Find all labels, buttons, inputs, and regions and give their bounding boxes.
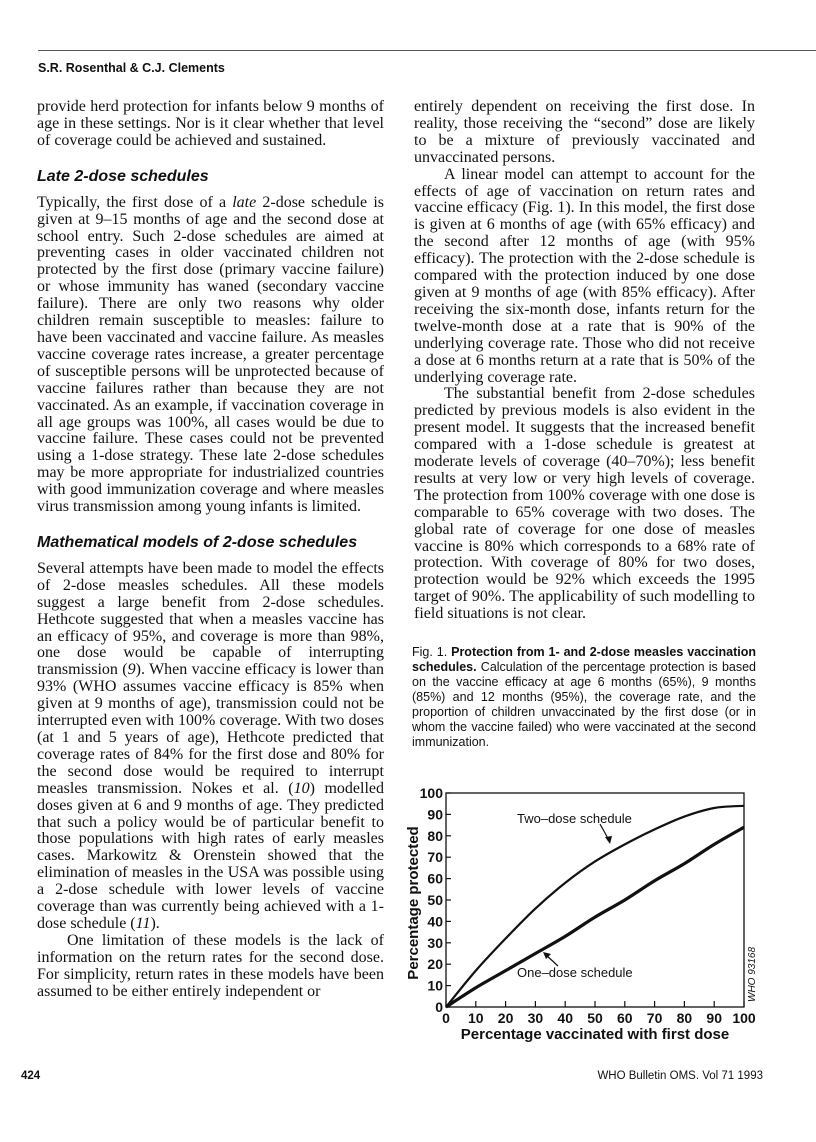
x-tick-label: 20 bbox=[497, 1010, 514, 1026]
y-tick-label: 70 bbox=[427, 849, 443, 866]
x-tick-label: 100 bbox=[732, 1010, 756, 1026]
text-run: 2-dose schedule is given at 9–15 months of age and the second dose at school entry. Such 2-dose schedules are aimed at preventing cases in older vaccinated children not protected by the first dose (primary vaccine failure) or whose immunity has waned (secondary vaccine failure). There are only two reasons why older children remain susceptible to measles: failure to have been vaccinated and vaccine failure. As measles vaccine coverage rates increase, a greater percentage of susceptible persons will be unprotected because of vaccine failures rather than because they are not vaccinated. As an example, if vaccination coverage in all age groups was 100%, all cases would be due to vaccine failure. These cases could not be prevented using a 1-dose strategy. These late 2-dose schedules may be more appropriate for industrialized countries with good immunization coverage and where measles virus transmission among young infants is limited. bbox=[37, 193, 384, 516]
y-tick-label: 20 bbox=[427, 956, 443, 973]
reference-10: 10 bbox=[293, 779, 310, 797]
figure-label: Fig. 1. bbox=[412, 645, 452, 659]
figure-title: Protection from 1- and 2-dose measles vaccination schedules. bbox=[412, 645, 756, 674]
paragraph-models bbox=[37, 561, 384, 933]
y-tick-label: 80 bbox=[427, 827, 443, 844]
heading-late-2-dose: Late 2-dose schedules bbox=[37, 167, 209, 185]
reference-11: 11 bbox=[135, 914, 151, 932]
journal-citation: WHO Bulletin OMS. Vol 71 1993 bbox=[597, 1070, 763, 1082]
paragraph-continuation: entirely dependent on receiving the first dose. In reality, those receiving the “second” dose are likely to be a mixture of previously vaccinated and unvaccinated persons. bbox=[414, 98, 755, 166]
emphasis-late: late bbox=[232, 193, 257, 211]
y-tick-label: 10 bbox=[427, 977, 443, 994]
y-tick-label: 90 bbox=[427, 806, 443, 823]
arrowhead-two-dose-icon bbox=[605, 836, 612, 844]
x-tick-label: 70 bbox=[646, 1010, 663, 1026]
y-tick-label: 100 bbox=[419, 785, 443, 801]
x-tick-label: 30 bbox=[527, 1010, 544, 1026]
figure-caption-text: Calculation of the percentage protection is based on the vaccine efficacy at age 6 months (65%), 9 months (85%) and 12 months (95%), the coverage rate, and the proportion of children unvaccinated by the first dose (or in whom the vaccine failed) who were vaccinated at the second immunization. bbox=[412, 660, 756, 749]
y-tick-label: 50 bbox=[427, 892, 443, 908]
x-tick-label: 0 bbox=[442, 1010, 450, 1026]
text-run: ) modelled doses given at 6 and 9 months of age. They predicted that such a policy would be of particular benefit to those populations with high rates of early measles cases. Markowitz & Orenstein showed that the elimination of measles in the USA was possible using a 2-dose schedule with lower levels of vaccine coverage than was currently being achieved with a 1-dose schedule ( bbox=[37, 779, 384, 932]
figure-1-chart bbox=[400, 780, 780, 1055]
figure-code: WHO 93168 bbox=[747, 946, 758, 1002]
paragraph-linear-model: A linear model can attempt to account for the effects of age of vaccination on return rates and vaccine efficacy (Fig. 1). In this model, the first dose is given at 6 months of age (with 65% efficacy) and the second after 12 months of age (with 95% efficacy). The protection with the 2-dose schedule is compared with the protection induced by one dose given at 9 months of age (with 85% efficacy). After receiving the six-month dose, infants return for the twelve-month dose at a rate that is 90% of the underlying coverage rate. Those who did not receive a dose at 6 months return at a rate that is 50% of the underlying coverage rate. bbox=[414, 165, 755, 386]
y-axis-label: Percentage protected bbox=[405, 826, 422, 980]
x-axis-label: Percentage vaccinated with first dose bbox=[460, 1026, 730, 1043]
series-line-one-dose bbox=[446, 827, 744, 1007]
header-rule bbox=[38, 50, 816, 51]
y-tick-label: 0 bbox=[435, 999, 443, 1015]
reference-9: 9 bbox=[127, 661, 136, 679]
paragraph-limitation: One limitation of these models is the lack of information on the return rates for the second dose. For simplicity, return rates in these models have been assumed to be either entirely independent or bbox=[37, 931, 384, 1000]
y-tick-label: 60 bbox=[427, 870, 443, 887]
x-tick-label: 10 bbox=[468, 1010, 484, 1026]
text-run: ). When vaccine efficacy is lower than 93% (WHO assumes vaccine efficacy is 85% when given at 9 months of age), transmission could not be interrupted even with 100% coverage. With two doses (at 1 and 5 years of age), Hethcote predicted that coverage rates of 84% for the first dose and 80% for the second dose would be required to interrupt measles transmission. Nokes et al. ( bbox=[37, 661, 384, 797]
text-run: Typically, the first dose of a bbox=[37, 193, 233, 211]
left-column bbox=[37, 99, 384, 1001]
paragraph-benefit: The substantial benefit from 2-dose schedules predicted by previous models is also evident in the present model. It suggests that the increased benefit compared with a 1-dose schedule is greatest at moderate levels of coverage (40–70%); less benefit results at very low or very high levels of coverage. The protection from 100% coverage with one dose is comparable to 65% coverage with two doses. The global rate of coverage for one dose of measles vaccine is 80% which corresponds to a 68% rate of protection. With coverage of 80% for two doses, protection would be 92% which exceeds the 1995 target of 90%. The applicability of such modelling to field situations is not clear. bbox=[414, 385, 755, 623]
x-tick-label: 80 bbox=[676, 1010, 693, 1026]
y-tick-label: 30 bbox=[427, 934, 443, 951]
line-chart bbox=[400, 780, 780, 1055]
right-column bbox=[414, 99, 755, 623]
page-number: 424 bbox=[21, 1070, 41, 1082]
text-run: ). bbox=[150, 914, 160, 932]
paragraph-intro: provide herd protection for infants below 9 months of age in these settings. Nor is it clear whether that level of coverage could be achieved and sustained. bbox=[37, 98, 384, 149]
heading-mathematical-models: Mathematical models of 2-dose schedules bbox=[37, 533, 358, 551]
x-tick-label: 90 bbox=[706, 1010, 722, 1026]
x-tick-label: 60 bbox=[617, 1010, 633, 1026]
paragraph-late-2-dose bbox=[37, 195, 384, 516]
text-run: Several attempts have been made to model the effects of 2-dose measles schedules. All these models suggest a large benefit from 2-dose schedules. Hethcote suggested that when a measles vaccine has an efficacy of 95%, and coverage is more than 98%, one dose would be capable of interrupting transmission ( bbox=[37, 559, 384, 679]
x-tick-label: 50 bbox=[587, 1010, 603, 1026]
running-head-authors: S.R. Rosenthal & C.J. Clements bbox=[38, 61, 225, 75]
annotation-two-dose: Two–dose schedule bbox=[517, 811, 632, 826]
figure-caption bbox=[412, 645, 756, 750]
y-tick-label: 40 bbox=[427, 913, 443, 930]
x-tick-label: 40 bbox=[557, 1010, 573, 1026]
annotation-one-dose: One–dose schedule bbox=[517, 965, 633, 980]
